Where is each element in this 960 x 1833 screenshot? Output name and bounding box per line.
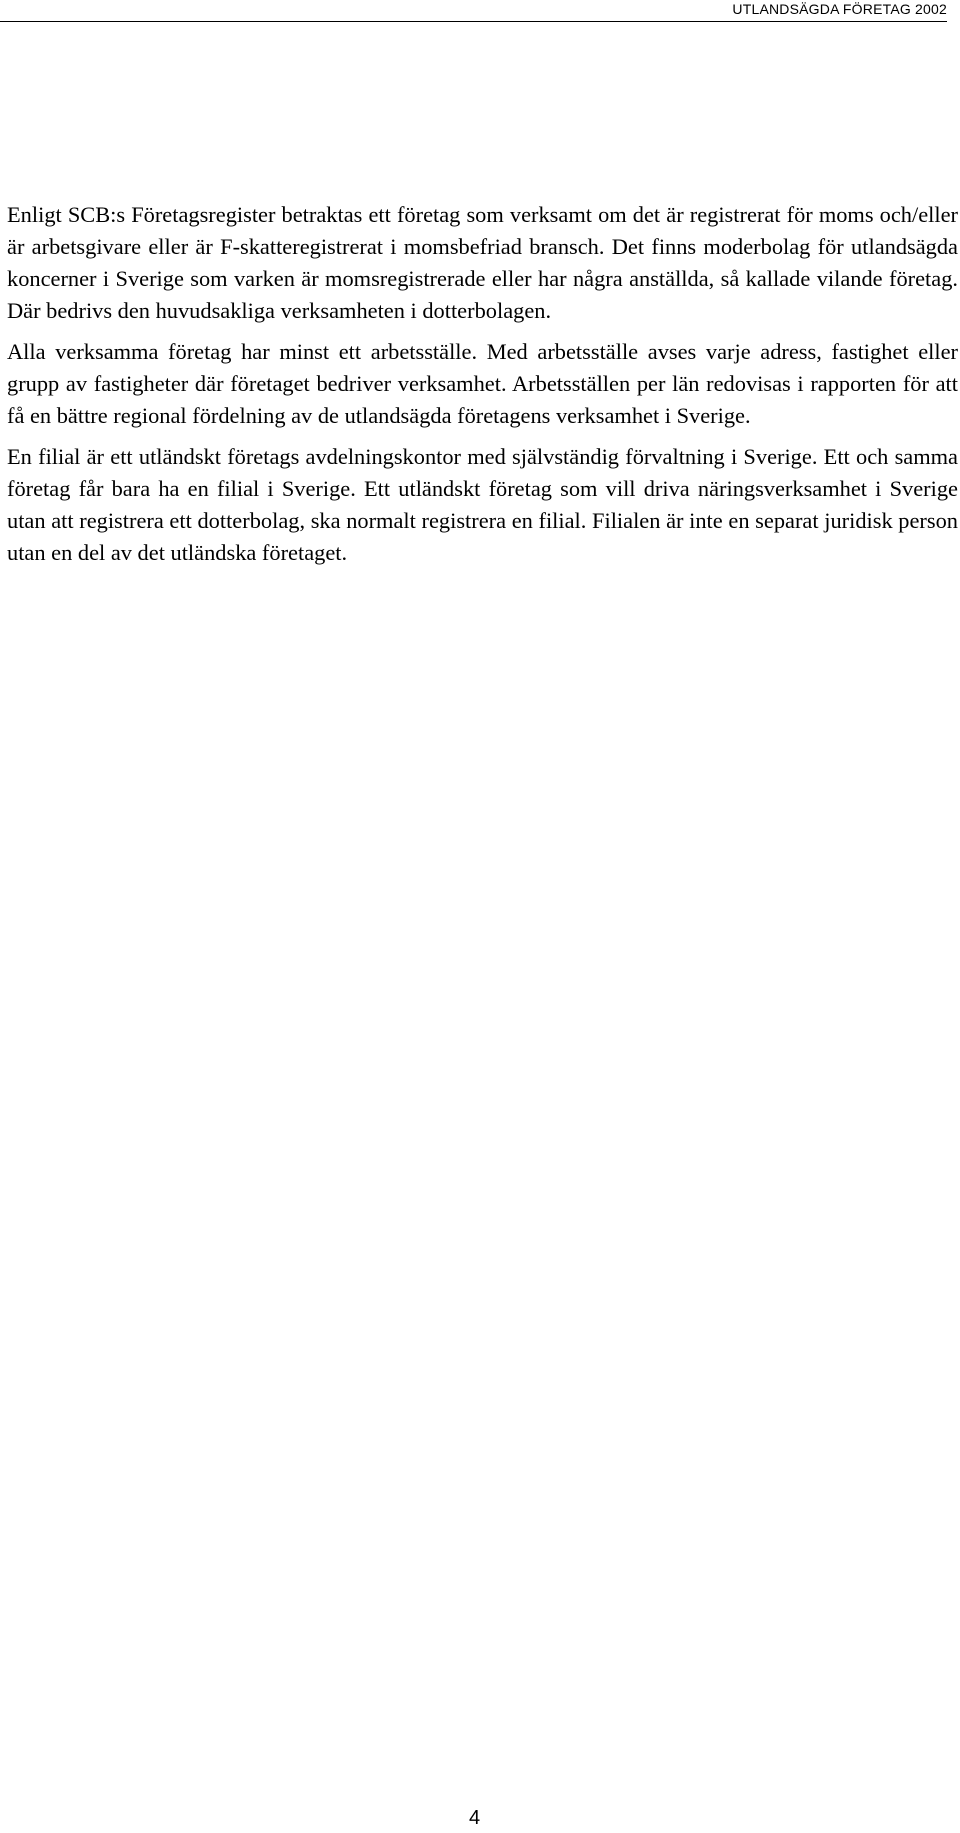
paragraph-company-definition: Enligt SCB:s Företagsregister betraktas ett företag som verksamt om det är registrerat för moms och/eller är arbetsgivare eller är F-skatteregistrerat i momsbefriad bransch. Det finns moderbolag för utlandsägda koncerner i Sverige som varken är momsregistrerade eller har några anställda, så kallade vilande företag. Där bedrivs den huvudsakliga verksamheten i dotterbolagen. <box>7 202 958 323</box>
running-header-title: UTLANDSÄGDA FÖRETAG 2002 <box>732 1 947 17</box>
paragraph-workplaces: Alla verksamma företag har minst ett arbetsställe. Med arbetsställe avses varje adress, fastighet eller grupp av fastigheter där företaget bedriver verksamhet. Arbetsställen per län redovisas i rapporten för att få en bättre regional fördelning av de utlandsägda företagens verksamhet i Sverige. <box>7 339 958 428</box>
page-number: 4 <box>469 1807 481 1829</box>
body-text <box>7 199 958 578</box>
paragraph-branches: En filial är ett utländskt företags avdelningskontor med självständig förvaltning i Sverige. Ett och samma företag får bara ha en filial i Sverige. Ett utländskt företag som vill driva näringsverksamhet i Sverige utan att registrera ett dotterbolag, ska normalt registrera en filial. Filialen är inte en separat juridisk person utan en del av det utländska företaget. <box>7 444 958 565</box>
running-header <box>0 0 947 22</box>
